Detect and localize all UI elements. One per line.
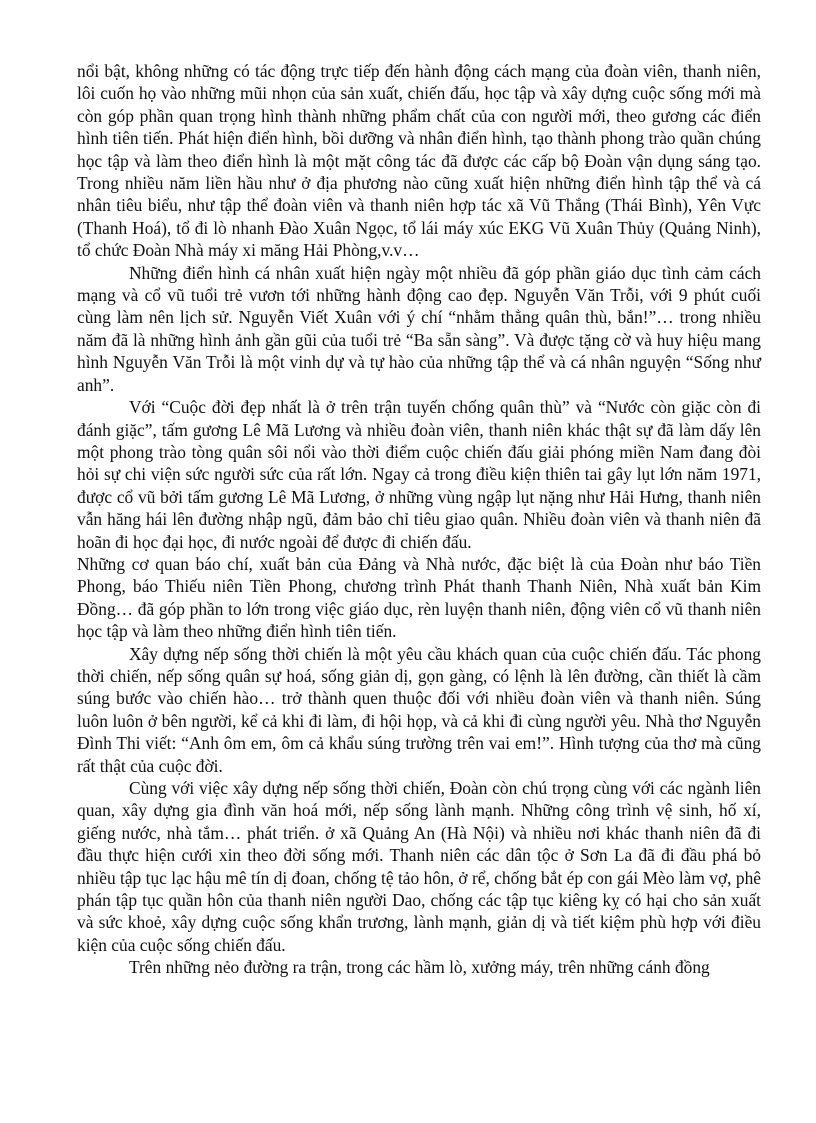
paragraph: nổi bật, không những có tác động trực tiếp đến hành động cách mạng của đoàn viên, thanh niên, lôi cuốn họ vào những mũi nhọn của sản xuất, chiến đấu, học tập và xây dựng cuộc sống mới mà còn góp phần quan trọng hình thành những phẩm chất của con người mới, theo gương các điển hình tiên tiến. Phát hiện điển hình, bồi dưỡng và nhân điển hình, tạo thành phong trào quần chúng học tập và làm theo điển hình là một mặt công tác đã được các cấp bộ Đoàn vận dụng sáng tạo. Trong nhiều năm liền hầu như ở địa phương nào cũng xuất hiện những điển hình tập thể và cá nhân tiêu biểu, như tập thể đoàn viên và thanh niên hợp tác xã Vũ Thắng (Thái Bình), Yên Vực (Thanh Hoá), tổ đi lò nhanh Đào Xuân Ngọc, tổ lái máy xúc EKG Vũ Xuân Thủy (Quảng Ninh), tổ chức Đoàn Nhà máy xi măng Hải Phòng,v.v… [77, 61, 761, 261]
paragraph: Những điển hình cá nhân xuất hiện ngày một nhiều đã góp phần giáo dục tình cảm cách mạng và cổ vũ tuổi trẻ vươn tới những hành động cao đẹp. Nguyễn Văn Trỗi, với 9 phút cuối cùng làm nên lịch sử. Nguyễn Viết Xuân với ý chí “nhằm thẳng quân thù, bắn!”… trong nhiều năm đã là những hình ảnh gần gũi của tuổi trẻ “Ba sẵn sàng”. Và được tặng cờ và huy hiệu mang hình Nguyễn Văn Trỗi là một vinh dự và tự hào của những tập thể và cá nhân nguyện “Sống như anh”. [77, 262, 761, 395]
paragraph: Cùng với việc xây dựng nếp sống thời chiến, Đoàn còn chú trọng cùng với các ngành liên quan, xây dựng gia đình văn hoá mới, nếp sống lành mạnh. Những công trình vệ sinh, hố xí, giếng nước, nhà tắm… phát triển. ở xã Quảng An (Hà Nội) và nhiều nơi khác thanh niên đã đi đầu thực hiện cưới xin theo đời sống mới. Thanh niên các dân tộc ở Sơn La đã đi đầu phá bỏ nhiều tập tục lạc hậu mê tín dị đoan, chống tệ tảo hôn, ở rể, chống bắt ép con gái Mèo làm vợ, phê phán tập tục quần hôn của thanh niên người Dao, chống các tập tục kiêng kỵ có hại cho sản xuất và sức khoẻ, xây dựng cuộc sống khẩn trương, lành mạnh, giản dị và tiết kiệm phù hợp với điều kiện của cuộc sống chiến đấu. [77, 778, 761, 955]
paragraph: Với “Cuộc đời đẹp nhất là ở trên trận tuyến chống quân thù” và “Nước còn giặc còn đi đánh giặc”, tấm gương Lê Mã Lương và nhiều đoàn viên, thanh niên khác thật sự đã làm dấy lên một phong trào tòng quân sôi nổi vào thời điểm cuộc chiến đấu giải phóng miền Nam đang đòi hỏi sự chi viện sức người sức của rất lớn. Ngay cả trong điều kiện thiên tai gây lụt lớn năm 1971, được cổ vũ bởi tấm gương Lê Mã Lương, ở những vùng ngập lụt nặng như Hải Hưng, thanh niên vẫn hăng hái lên đường nhập ngũ, đảm bảo chỉ tiêu giao quân. Nhiều đoàn viên và thanh niên đã hoãn đi học đại học, đi nước ngoài để được đi chiến đấu. [77, 397, 761, 552]
document-page [77, 60, 761, 979]
paragraph: Trên những nẻo đường ra trận, trong các hầm lò, xưởng máy, trên những cánh đồng [129, 957, 710, 978]
paragraph: Những cơ quan báo chí, xuất bản của Đảng và Nhà nước, đặc biệt là của Đoàn như báo Tiền Phong, báo Thiếu niên Tiền Phong, chương trình Phát thanh Thanh Niên, Nhà xuất bản Kim Đồng… đã góp phần to lớn trong việc giáo dục, rèn luyện thanh niên, động viên cổ vũ thanh niên học tập và làm theo những điển hình tiên tiến. [77, 553, 761, 642]
paragraph: Xây dựng nếp sống thời chiến là một yêu cầu khách quan của cuộc chiến đấu. Tác phong thời chiến, nếp sống quân sự hoá, sống giản dị, gọn gàng, có lệnh là lên đường, cần thiết là cầm súng bước vào chiến hào… trở thành quen thuộc đối với nhiều đoàn viên và thanh niên. Súng luôn luôn ở bên người, kể cả khi đi làm, đi hội họp, và cả khi đi cùng người yêu. Nhà thơ Nguyễn Đình Thi viết: “Anh ôm em, ôm cả khẩu súng trường trên vai em!”. Hình tượng của thơ mà cũng rất thật của cuộc đời. [77, 643, 761, 776]
